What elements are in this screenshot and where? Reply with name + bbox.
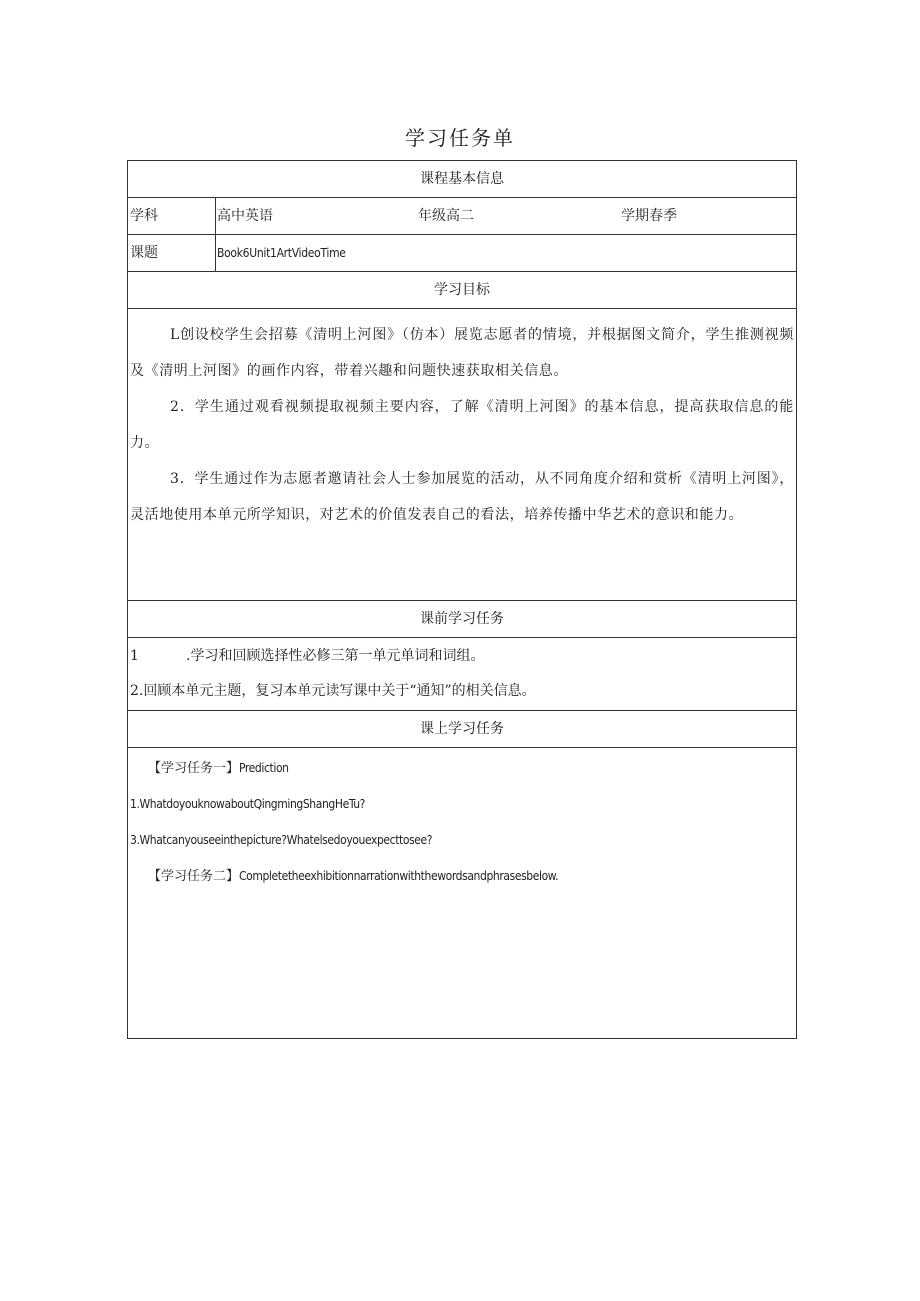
task-one-title: Prediction <box>239 761 289 775</box>
task-sheet-table <box>127 160 797 1039</box>
pre-class-heading: 课前学习任务 <box>128 601 796 638</box>
question-one: 1.WhatdoyouknowaboutQingmingShangHeTu? <box>130 797 365 811</box>
objective-item: L创设校学生会招募《清明上河图》（仿本）展览志愿者的情境，并根据图文简介，学生推测视频及《清明上河图》的画作内容，带着兴趣和问题快速获取相关信息。 <box>130 327 794 379</box>
task-two-label: 【学习任务二】 <box>148 869 240 884</box>
basic-info-heading: 课程基本信息 <box>128 161 796 198</box>
task-two-heading <box>130 862 794 898</box>
objective-item: 2．学生通过观看视频提取视频主要内容，了解《清明上河图》的基本信息，提高获取信息的能力。 <box>130 399 794 451</box>
task-one-label: 【学习任务一】 <box>148 761 240 776</box>
term-value: 学期春季 <box>621 208 677 224</box>
in-class-body <box>128 748 796 1038</box>
subject-value: 高中英语 <box>217 208 273 224</box>
subject-row <box>128 198 796 235</box>
in-class-heading: 课上学习任务 <box>128 711 796 748</box>
document-title: 学习任务单 <box>405 126 515 150</box>
pre-class-body <box>128 638 796 711</box>
objective-item: 3．学生通过作为志愿者邀请社会人士参加展览的活动，从不同角度介绍和赏析《清明上河图》，灵活地使用本单元所学知识，对艺术的价值发表自己的看法，培养传播中华艺术的意识和能力。 <box>130 471 794 523</box>
task-two-title: Completetheexhibitionnarrationwiththewordsandphrasesbelow. <box>239 869 559 883</box>
topic-value: Book6Unit1ArtVideoTime <box>217 246 346 260</box>
pre-class-item-text: .学习和回顾选择性必修三第一单元单词和词组。 <box>186 648 485 664</box>
task-one-heading <box>130 754 794 790</box>
topic-row <box>128 235 796 272</box>
subject-label: 学科 <box>128 198 216 234</box>
question-three: 3.Whatcanyouseeinthepicture?Whatelsedoyouexpecttosee? <box>130 833 433 847</box>
pre-class-item: 2.回顾本单元主题，复习本单元读写课中关于“通知”的相关信息。 <box>130 683 536 699</box>
subject-info-cell <box>216 198 796 234</box>
objectives-heading: 学习目标 <box>128 272 796 309</box>
pre-class-item-number: 1 <box>130 648 139 664</box>
grade-value: 年级高二 <box>418 208 474 224</box>
topic-cell <box>216 235 796 271</box>
pre-class-item <box>128 639 796 674</box>
topic-label: 课题 <box>128 235 216 271</box>
objectives-body <box>128 309 796 601</box>
